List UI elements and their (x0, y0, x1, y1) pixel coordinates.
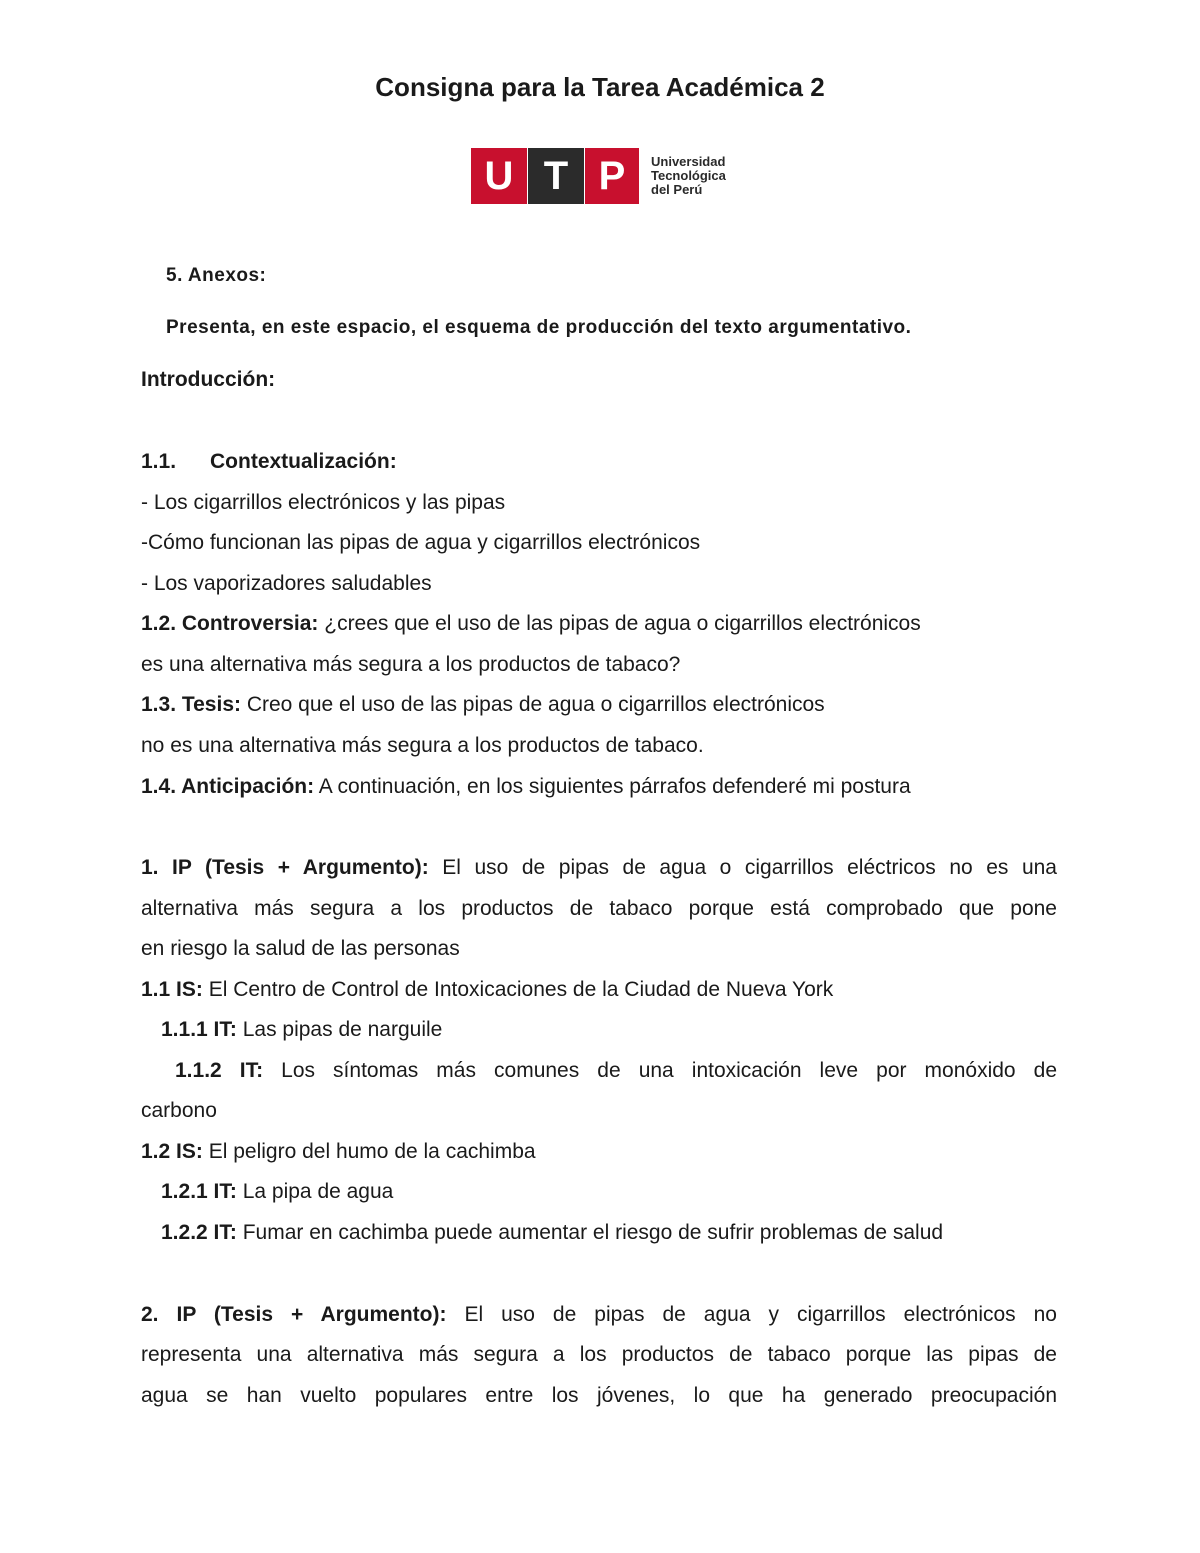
ip2-line-1 (141, 1302, 1057, 1328)
logo-letter-t: T (543, 154, 569, 198)
controversy-label: 1.2. Controversia: (141, 612, 319, 635)
document-title: Consigna para la Tarea Académica 2 (375, 72, 825, 102)
ip1-line-1 (141, 855, 1057, 881)
instruction-text: Presenta, en este espacio, el esquema de producción del texto argumentativo. (166, 317, 912, 338)
thesis-line-1 (141, 692, 825, 718)
ip1-it112-line-1 (175, 1058, 1057, 1084)
context-item-3: - Los vaporizadores saludables (141, 572, 432, 595)
controversy-line-1 (141, 611, 921, 637)
ip1-text-1: El uso de pipas de agua o cigarrillos eléctricos no es una (428, 856, 1057, 879)
ip2-text-1: El uso de pipas de agua y cigarrillos electrónicos no (446, 1303, 1057, 1326)
anticipation-line (141, 774, 911, 800)
logo-letter-p: P (598, 154, 626, 198)
ip1-label: 1. IP (Tesis + Argumento): (141, 856, 429, 879)
ip1-it112-text-1: Los síntomas más comunes de una intoxicación leve por monóxido de (263, 1059, 1058, 1082)
annex-heading: 5. Anexos: (166, 265, 267, 286)
ip1-is1-text: El Centro de Control de Intoxicaciones de la Ciudad de Nueva York (202, 978, 834, 1001)
intro-heading: Introducción: (141, 368, 276, 391)
ip1-it122-text: Fumar en cachimba puede aumentar el riesgo de sufrir problemas de salud (236, 1221, 944, 1244)
ip1-it121-label: 1.2.1 IT: (161, 1180, 237, 1203)
controversy-text-1: ¿crees que el uso de las pipas de agua o cigarrillos electrónicos (318, 612, 921, 635)
thesis-label: 1.3. Tesis: (141, 693, 241, 716)
ip1-line-3: en riesgo la salud de las personas (141, 937, 460, 960)
controversy-line-2: es una alternativa más segura a los productos de tabaco? (141, 653, 681, 676)
ip1-is1-line (141, 977, 833, 1003)
anticipation-label: 1.4. Anticipación: (141, 775, 315, 798)
logo-line-1: Universidad (651, 154, 726, 169)
ip1-it111-text: Las pipas de narguile (236, 1018, 443, 1041)
anticipation-text: A continuación, en los siguientes párrafos defenderé mi postura (314, 775, 911, 798)
ip1-it112-label: 1.1.2 IT: (175, 1059, 264, 1082)
ip1-it121-text: La pipa de agua (236, 1180, 394, 1203)
logo-wordmark (651, 155, 741, 197)
ip2-line-2: representa una alternativa más segura a los productos de tabaco porque las pipas de (141, 1343, 1057, 1366)
ip1-it122-line (161, 1220, 943, 1246)
logo-letter-u: U (484, 154, 514, 198)
thesis-line-2: no es una alternativa más segura a los productos de tabaco. (141, 734, 704, 757)
ip1-it122-label: 1.2.2 IT: (161, 1221, 237, 1244)
utp-logo (471, 148, 733, 206)
context-item-1: - Los cigarrillos electrónicos y las pipas (141, 491, 506, 514)
ip1-is1-label: 1.1 IS: (141, 978, 203, 1001)
ip1-is2-label: 1.2 IS: (141, 1140, 203, 1163)
thesis-text-1: Creo que el uso de las pipas de agua o cigarrillos electrónicos (241, 693, 825, 716)
ip1-it112-line-2: carbono (141, 1099, 217, 1122)
logo-line-3: del Perú (651, 182, 703, 197)
ip1-it121-line (161, 1179, 393, 1205)
ip2-label: 2. IP (Tesis + Argumento): (141, 1303, 447, 1326)
ip1-is2-text: El peligro del humo de la cachimba (202, 1140, 536, 1163)
ip1-it111-line (161, 1017, 442, 1043)
ip1-it111-label: 1.1.1 IT: (161, 1018, 237, 1041)
ip1-is2-line (141, 1139, 536, 1165)
context-item-2: -Cómo funcionan las pipas de agua y cigarrillos electrónicos (141, 531, 701, 554)
ip1-line-2: alternativa más segura a los productos de tabaco porque está comprobado que pone (141, 897, 1057, 920)
context-label: Contextualización: (210, 450, 397, 473)
ip2-line-3: agua se han vuelto populares entre los jóvenes, lo que ha generado preocupación (141, 1384, 1057, 1407)
logo-line-2: Tecnológica (651, 168, 726, 183)
context-number: 1.1. (141, 450, 177, 473)
